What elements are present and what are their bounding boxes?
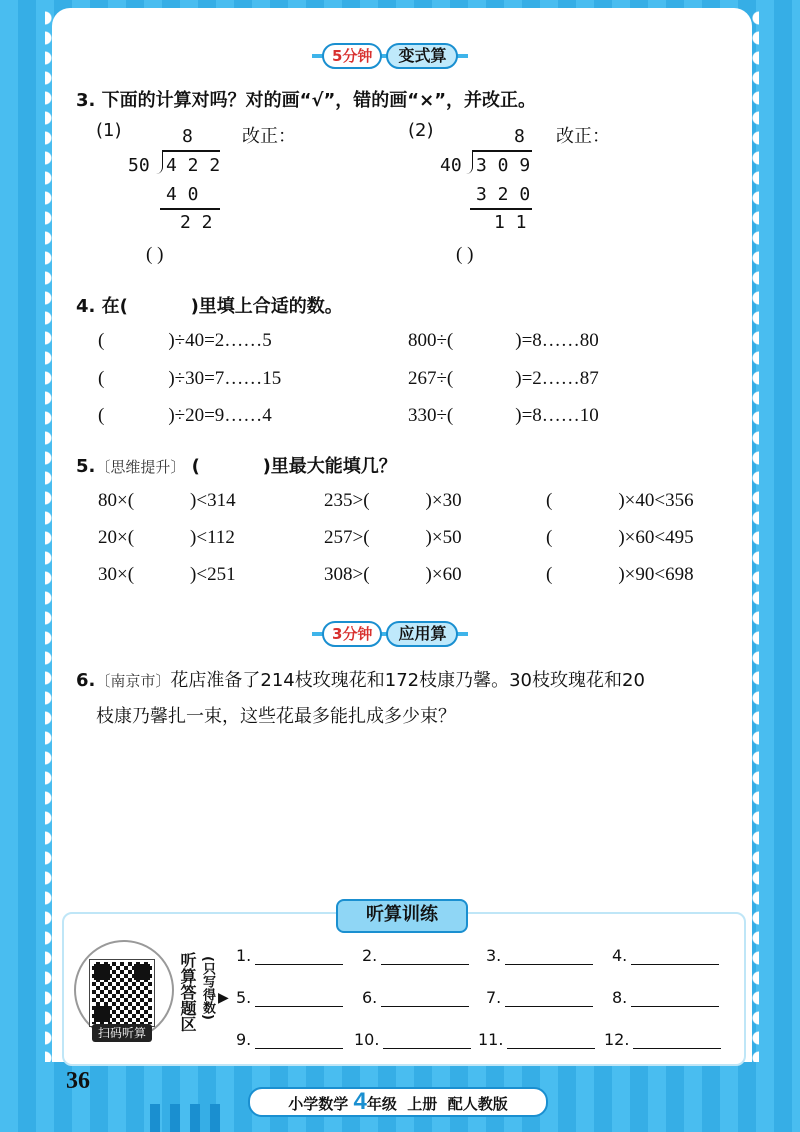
q4-left-1[interactable]: ( )÷40=2……5 <box>98 330 272 351</box>
q3-1-product: 4 0 <box>166 184 199 205</box>
answer-5[interactable]: 5. <box>236 988 343 1007</box>
footer-bar-decor <box>170 1104 180 1132</box>
q5-c2-3[interactable]: 308>( )×60 <box>324 564 462 585</box>
answer-3[interactable]: 3. <box>486 946 593 965</box>
answer-8[interactable]: 8. <box>612 988 719 1007</box>
q4-right-2[interactable]: 267÷( )=2……87 <box>408 368 599 389</box>
section-name: 应用算 <box>386 621 458 647</box>
q6-tag: 〔南京市〕 <box>95 672 171 690</box>
q3-1-subtract-line <box>160 208 220 210</box>
answer-1[interactable]: 1. <box>236 946 343 965</box>
page-number: 36 <box>66 1068 90 1094</box>
answer-6[interactable]: 6. <box>362 988 469 1007</box>
footer-bar-decor <box>190 1104 200 1132</box>
answer-7[interactable]: 7. <box>486 988 593 1007</box>
question-5-title <box>76 452 397 478</box>
q5-c1-1[interactable]: 80×( )<314 <box>98 490 236 511</box>
question-6-line-1 <box>76 666 645 692</box>
q5-title-post: )里最大能填几？ <box>262 456 397 477</box>
q4-right-3[interactable]: 330÷( )=8……10 <box>408 405 599 426</box>
q3-1-quotient: 8 <box>182 126 193 147</box>
footer-bar-decor <box>150 1104 160 1132</box>
section-minutes: 5分钟 <box>322 43 382 69</box>
q4-number: 4. <box>76 296 96 317</box>
q5-c3-3[interactable]: ( )×90<698 <box>546 564 694 585</box>
answer-11[interactable]: 11. <box>478 1030 595 1049</box>
q5-title-pre: ( <box>191 456 200 477</box>
question-3-title: 3. 下面的计算对吗？对的画“√”，错的画“×”，并改正。 <box>76 90 537 111</box>
answer-4[interactable]: 4. <box>612 946 719 965</box>
q5-c1-3[interactable]: 30×( )<251 <box>98 564 236 585</box>
q5-c1-2[interactable]: 20×( )<112 <box>98 527 235 548</box>
answer-2[interactable]: 2. <box>362 946 469 965</box>
section-name: 变式算 <box>386 43 458 69</box>
right-wave-edge <box>745 8 759 1062</box>
q5-number: 5. <box>76 456 96 477</box>
q4-left-2[interactable]: ( )÷30=7……15 <box>98 368 282 389</box>
q3-1-remainder: 2 2 <box>180 212 213 233</box>
answer-9[interactable]: 9. <box>236 1030 343 1049</box>
book-info <box>248 1087 548 1117</box>
q3-1-dividend: 4 2 2 <box>166 155 221 176</box>
q3-2-judge-blank[interactable]: ( ) <box>456 244 474 265</box>
play-arrow-icon: ▶ <box>218 990 229 1006</box>
q3-1-division-bar <box>162 150 220 152</box>
q4-right-1[interactable]: 800÷( )=8……80 <box>408 330 599 351</box>
answer-area-label: 听算答题区 <box>178 952 197 1032</box>
q3-2-subtract-line <box>470 208 532 210</box>
q3-1-divisor: 50 <box>128 155 150 176</box>
q3-1-division-bracket <box>156 150 163 174</box>
q3-2-remainder: 1 1 <box>494 212 527 233</box>
section-minutes: 3分钟 <box>322 621 382 647</box>
answer-area-note: (只写得数) <box>200 956 215 1020</box>
qr-code-icon[interactable] <box>90 960 154 1026</box>
q5-c3-2[interactable]: ( )×60<495 <box>546 527 694 548</box>
question-6-line-2: 枝康乃馨扎一束，这些花最多能扎成多少束？ <box>96 706 456 727</box>
listening-title: 听算训练 <box>336 899 468 933</box>
answer-10[interactable]: 10. <box>354 1030 471 1049</box>
q4-title-pre: 在( <box>101 296 128 317</box>
book-grade: 4 <box>353 1088 367 1115</box>
q6-text-1: 花店准备了214枝玫瑰花和172枝康乃馨。30枝玫瑰花和20 <box>170 670 645 691</box>
q3-1-judge-blank[interactable]: ( ) <box>146 244 164 265</box>
q3-2-dividend: 3 0 9 <box>476 155 531 176</box>
left-wave-edge <box>45 8 59 1062</box>
q5-c3-1[interactable]: ( )×40<356 <box>546 490 694 511</box>
book-edition: 年级 上册 配人教版 <box>366 1095 508 1113</box>
qr-label: 扫码听算 <box>92 1024 152 1042</box>
q4-title-post: )里填上合适的数。 <box>190 296 343 317</box>
q6-number: 6. <box>76 670 96 691</box>
q3-2-divisor: 40 <box>440 155 462 176</box>
section-header-1 <box>322 42 458 70</box>
q3-1-correct-label: 改正： <box>242 126 296 147</box>
q5-c2-2[interactable]: 257>( )×50 <box>324 527 462 548</box>
book-subject: 小学数学 <box>288 1095 349 1113</box>
q3-2-product: 3 2 0 <box>476 184 531 205</box>
q3-2-label: (2) <box>408 120 434 141</box>
q5-tag: 〔思维提升〕 <box>95 458 186 476</box>
answer-12[interactable]: 12. <box>604 1030 721 1049</box>
q3-2-division-bar <box>472 150 532 152</box>
q3-1-label: (1) <box>96 120 122 141</box>
q3-2-quotient: 8 <box>514 126 525 147</box>
question-4-title <box>76 292 343 318</box>
footer-bar-decor <box>210 1104 220 1132</box>
q3-2-division-bracket <box>466 150 473 174</box>
q4-left-3[interactable]: ( )÷20=9……4 <box>98 405 272 426</box>
section-header-2 <box>322 620 458 648</box>
q3-2-correct-label: 改正： <box>556 126 610 147</box>
q5-c2-1[interactable]: 235>( )×30 <box>324 490 462 511</box>
